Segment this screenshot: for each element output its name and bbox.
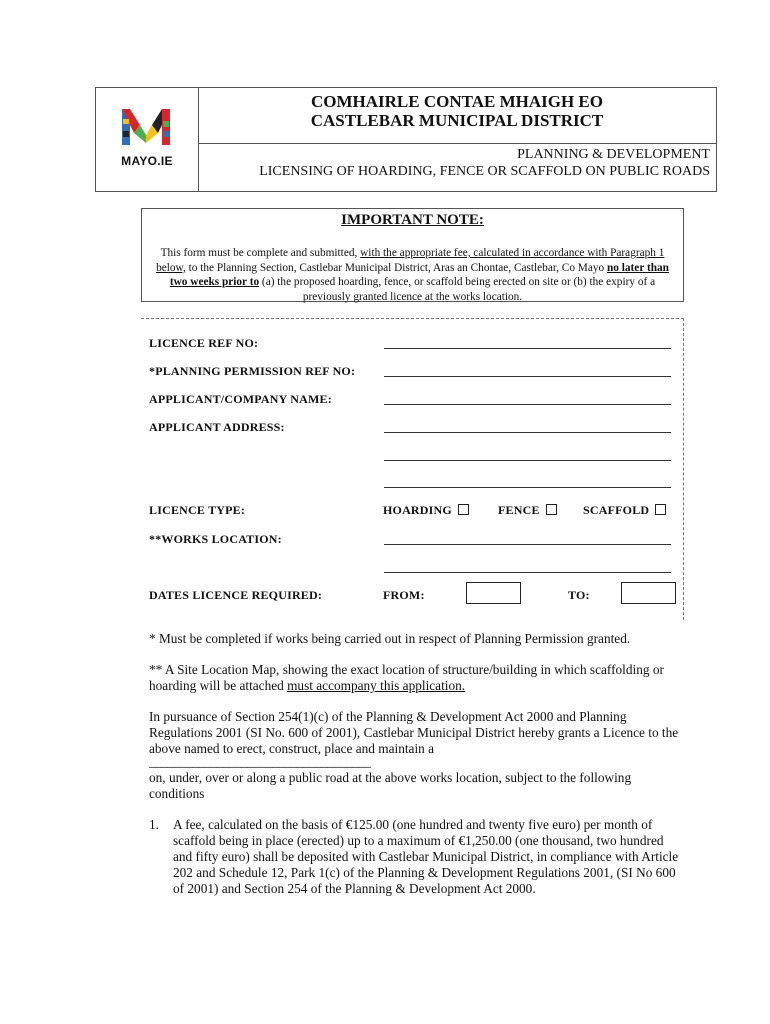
note-text-3: to the Planning Section, Castlebar Municipal District, Aras an Chontae, Castlebar, Co Mayo <box>185 261 607 274</box>
from-date-field[interactable] <box>466 582 521 604</box>
dates-required-label: DATES LICENCE REQUIRED: <box>149 588 323 602</box>
licence-ref-label: LICENCE REF NO: <box>149 336 259 350</box>
to-date-field[interactable] <box>621 582 676 604</box>
applicant-address-field-2[interactable] <box>384 460 671 461</box>
note-text-1: This form must be complete and submitted, <box>160 247 361 259</box>
hoarding-label: HOARDING <box>383 503 452 517</box>
to-label: TO: <box>568 588 590 602</box>
department-title: PLANNING & DEVELOPMENT <box>517 147 710 162</box>
important-note-box <box>141 208 684 302</box>
planning-ref-field[interactable] <box>384 376 671 377</box>
condition-text: A fee, calculated on the basis of €125.00 (one hundred and twenty five euro) per month of scaffold being in place (erected) up to a maximum of €1,250.00 (one thousand, two hundred and fifty euro) shall be deposited with Castlebar Municipal District, in compliance with Article 202 and Schedule 12, Park 1(c) of the Planning & Development Regulations 2001, (SI No 600 of 2001) and Section 254 of the Planning & Development Act 2000. <box>173 817 679 896</box>
form-title: LICENSING OF HOARDING, FENCE OR SCAFFOLD ON PUBLIC ROADS <box>259 164 710 179</box>
applicant-address-field-1[interactable] <box>384 432 671 433</box>
site-map-note-text: ** A Site Location Map, showing the exact location of structure/building in which scaffolding or hoarding will be attached <box>149 662 664 693</box>
applicant-name-field[interactable] <box>384 404 671 405</box>
fence-checkbox[interactable] <box>546 504 557 515</box>
note-title: IMPORTANT NOTE: <box>341 212 484 228</box>
site-map-note <box>149 662 679 694</box>
logo-text: MAYO.IE <box>121 154 173 168</box>
works-location-label: **WORKS LOCATION: <box>149 532 282 546</box>
note-text-5: (a) the proposed hoarding, fence, or scaffold being erected on site or (b) the expiry of a previously granted licence at the works location. <box>259 276 656 303</box>
org-name-irish: COMHAIRLE CONTAE MHAIGH EO <box>310 92 603 111</box>
works-location-field-2[interactable] <box>384 572 671 573</box>
hoarding-option <box>383 503 469 518</box>
scaffold-option <box>583 503 666 518</box>
note-text-fee: with the appropriate fee, calculated in accordance with Paragraph 1 below, <box>156 247 665 274</box>
scaffold-checkbox[interactable] <box>655 504 666 515</box>
header-box <box>95 87 717 192</box>
works-location-field-1[interactable] <box>384 544 671 545</box>
structure-blank[interactable]: ____________________________________ <box>149 754 371 769</box>
org-name-english: CASTLEBAR MUNICIPAL DISTRICT <box>310 111 604 130</box>
licence-type-label: LICENCE TYPE: <box>149 503 246 517</box>
from-label: FROM: <box>383 588 425 602</box>
licence-ref-field[interactable] <box>384 348 671 349</box>
note-text-deadline: no later than two weeks prior to <box>169 261 669 288</box>
applicant-name-label: APPLICANT/COMPANY NAME: <box>149 392 332 406</box>
pursuance-text: In pursuance of Section 254(1)(c) of the Planning & Development Act 2000 and Planning Regulations 2001 (SI No. 600 of 2001), Castlebar Municipal District hereby grants a Licence to the above named to erect, construct, place and maintain a <box>149 709 679 756</box>
fence-label: FENCE <box>498 503 540 517</box>
applicant-address-label: APPLICANT ADDRESS: <box>149 420 285 434</box>
fence-option <box>498 503 557 518</box>
applicant-address-field-3[interactable] <box>384 487 671 488</box>
mayo-logo-icon <box>120 105 172 147</box>
condition-number: 1. <box>149 817 159 832</box>
pursuance-continuation: on, under, over or along a public road at the above works location, subject to the following conditions <box>149 770 632 801</box>
scaffold-label: SCAFFOLD <box>583 503 650 517</box>
note-body <box>150 246 675 304</box>
logo-cell <box>96 88 199 191</box>
hoarding-checkbox[interactable] <box>458 504 469 515</box>
planning-permission-note: * Must be completed if works being carried out in respect of Planning Permission granted. <box>149 631 631 646</box>
planning-ref-label: *PLANNING PERMISSION REF NO: <box>149 364 356 378</box>
site-map-note-emphasis: must accompany this application. <box>287 678 466 693</box>
header-divider <box>198 143 716 144</box>
